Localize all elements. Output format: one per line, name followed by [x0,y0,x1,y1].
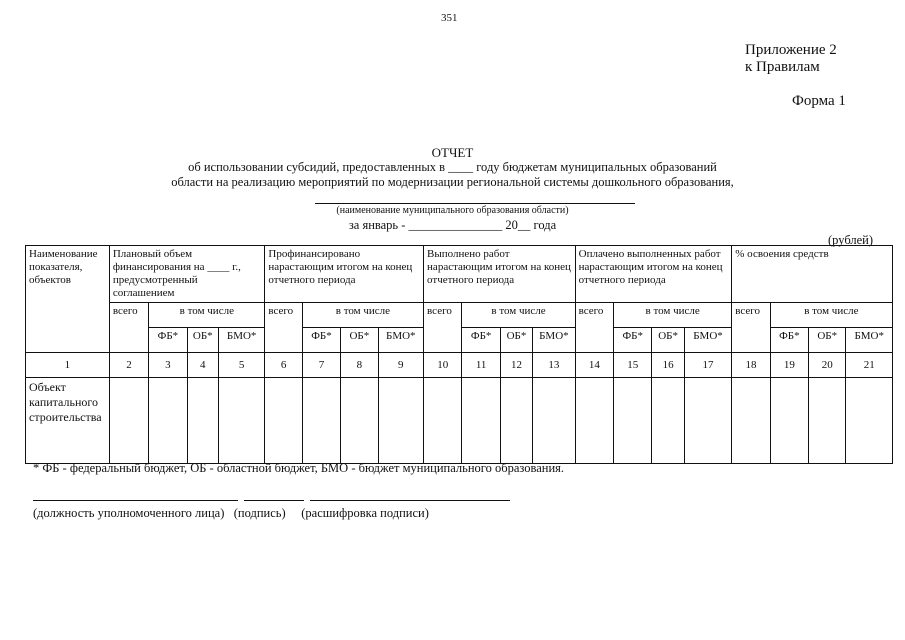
col-number-4: 4 [187,353,218,378]
signature-position-caption: (должность уполномоченного лица) [33,506,225,520]
header-fb: ФБ* [770,328,808,353]
table-cell [575,378,613,464]
table-cell [265,378,302,464]
col-number-5: 5 [218,353,264,378]
header-planned: Плановый объем финансирования на ____ г., предусмотренный соглашением [109,246,265,303]
header-including: в том числе [614,303,732,328]
header-fb: ФБ* [462,328,500,353]
header-financed: Профинансировано нарастающим итогом на конец отчетного периода [265,246,424,303]
col-number-19: 19 [770,353,808,378]
header-name: Наименование показателя, объектов [26,246,110,353]
signature-decoding-line [310,500,510,501]
header-completed: Выполнено работ нарастающим итогом на конец отчетного периода [424,246,576,303]
header-including: в том числе [770,303,892,328]
header-ob: ОБ* [809,328,846,353]
table-cell [533,378,575,464]
form-label: Форма 1 [792,93,846,109]
table-cell [614,378,652,464]
appendix-line1: Приложение 2 [745,42,837,58]
header-including: в том числе [149,303,265,328]
report-subtitle-line1: об использовании субсидий, предоставленных в ____ году бюджетам муниципальных образований [188,160,717,174]
col-number-1: 1 [26,353,110,378]
header-total: всего [575,303,613,353]
table-cell [341,378,378,464]
table-cell [770,378,808,464]
col-number-21: 21 [846,353,893,378]
col-number-16: 16 [652,353,684,378]
table-cell [424,378,462,464]
table-cell [846,378,893,464]
header-including: в том числе [462,303,575,328]
table-cell [378,378,424,464]
appendix-note [745,42,837,76]
col-number-12: 12 [500,353,532,378]
col-number-3: 3 [149,353,187,378]
row-label: Объект капитального строительства [26,378,110,464]
col-number-8: 8 [341,353,378,378]
header-bmo: БМО* [533,328,575,353]
col-number-6: 6 [265,353,302,378]
header-ob: ОБ* [187,328,218,353]
col-number-2: 2 [109,353,148,378]
col-number-10: 10 [424,353,462,378]
signature-position-line [33,500,238,501]
table-cell [732,378,770,464]
municipality-blank-line [315,203,635,204]
table-cell [302,378,340,464]
table-cell [462,378,500,464]
header-percent: % освоения средств [732,246,893,303]
col-number-20: 20 [809,353,846,378]
header-ob: ОБ* [500,328,532,353]
column-number-row [26,353,893,378]
table-cell [809,378,846,464]
signature-sign-caption: (подпись) [233,506,286,520]
col-number-11: 11 [462,353,500,378]
footnote: * ФБ - федеральный бюджет, ОБ - областной бюджет, БМО - бюджет муниципального образования. [33,461,565,475]
col-number-17: 17 [684,353,732,378]
header-including: в том числе [302,303,423,328]
signature-decoding-caption: (расшифровка подписи) [301,506,429,520]
header-fb: ФБ* [302,328,340,353]
signature-sign-line [244,500,304,501]
report-title: ОТЧЕТ [431,145,474,160]
col-number-15: 15 [614,353,652,378]
page-number: 351 [441,12,458,24]
table-cell [187,378,218,464]
table-row [26,378,893,464]
header-total: всего [109,303,148,353]
header-bmo: БМО* [684,328,732,353]
unit-label: (рублей) [828,233,874,247]
header-total: всего [732,303,770,353]
municipality-caption: (наименование муниципального образования области) [336,205,569,216]
table-cell [149,378,187,464]
table-cell [684,378,732,464]
col-number-18: 18 [732,353,770,378]
header-total: всего [424,303,462,353]
header-total: всего [265,303,302,353]
header-fb: ФБ* [614,328,652,353]
header-bmo: БМО* [378,328,424,353]
report-subtitle-line2: области на реализацию мероприятий по модернизации региональной системы дошкольного образования, [171,175,734,189]
col-number-7: 7 [302,353,340,378]
col-number-9: 9 [378,353,424,378]
table-cell [500,378,532,464]
col-number-14: 14 [575,353,613,378]
report-table [25,245,893,464]
header-ob: ОБ* [652,328,684,353]
header-paid: Оплачено выполненных работ нарастающим итогом на конец отчетного периода [575,246,732,303]
header-bmo: БМО* [846,328,893,353]
table-cell [218,378,264,464]
table-cell [652,378,684,464]
header-bmo: БМО* [218,328,264,353]
report-period: за январь - _______________ 20__ года [348,218,557,232]
signature-captions [33,506,429,521]
col-number-13: 13 [533,353,575,378]
table-cell [109,378,148,464]
header-ob: ОБ* [341,328,378,353]
appendix-line2: к Правилам [745,59,820,75]
header-fb: ФБ* [149,328,187,353]
